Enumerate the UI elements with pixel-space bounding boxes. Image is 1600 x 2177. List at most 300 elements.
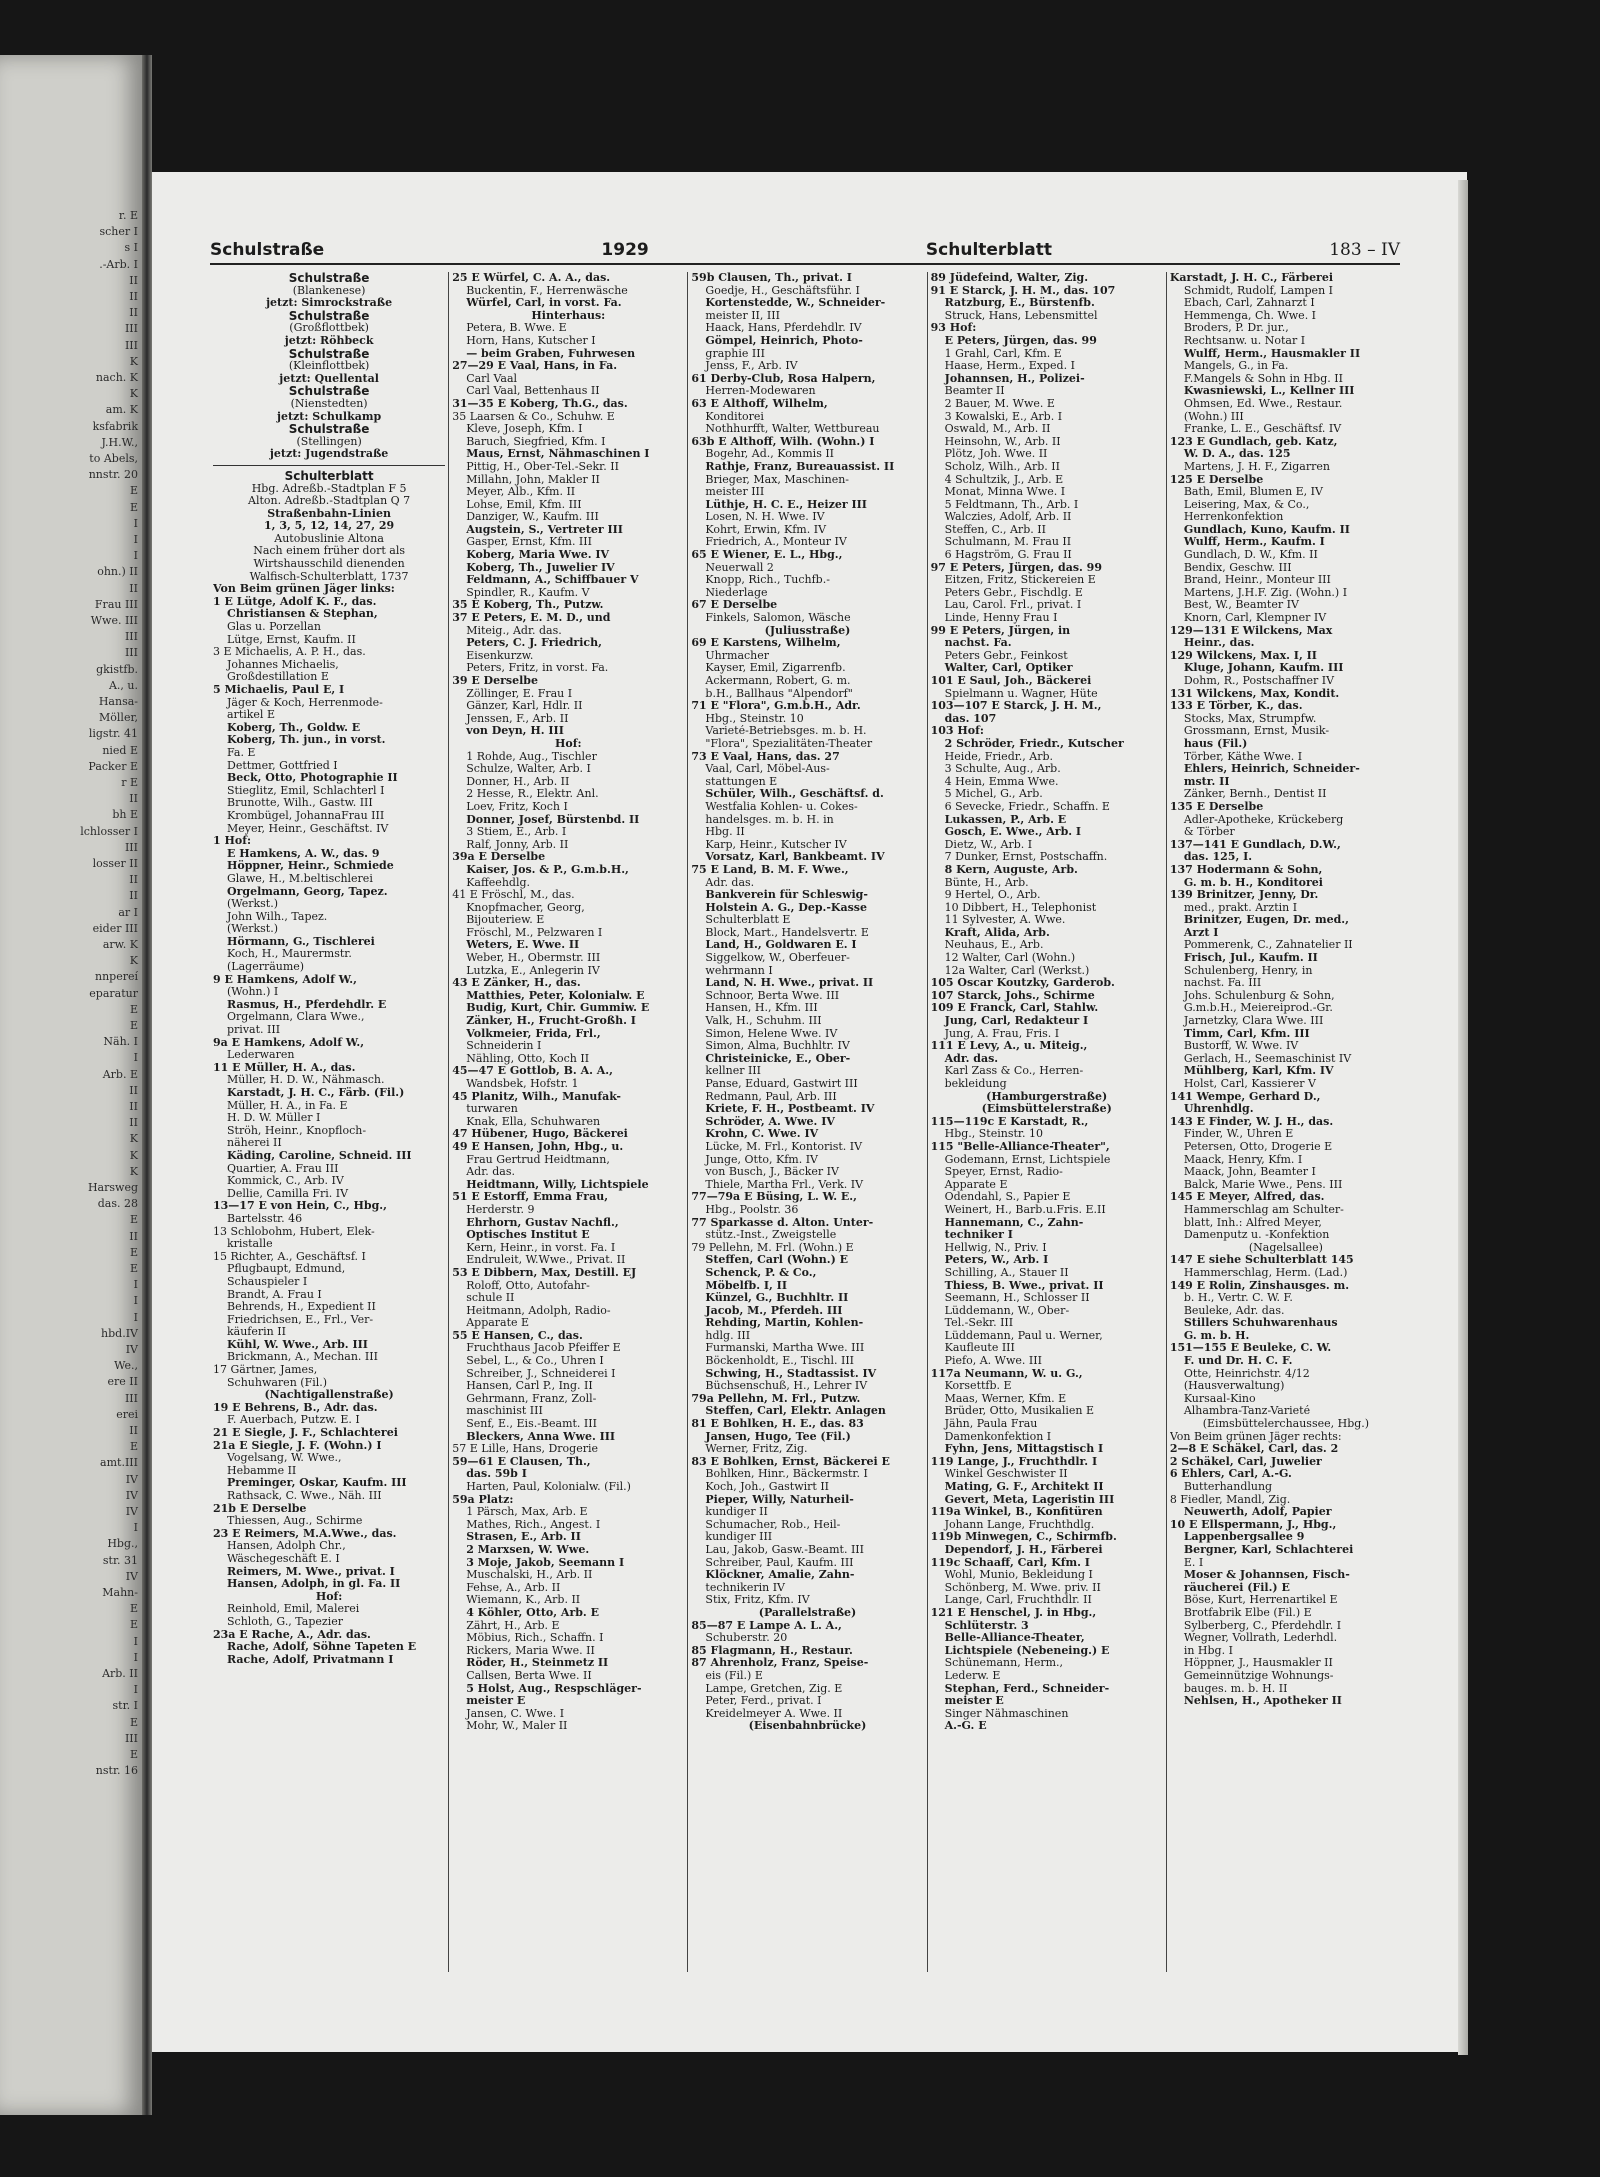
left-page-fragment: K — [129, 954, 138, 968]
directory-entry: 9a E Hamkens, Adolf W., — [213, 1036, 365, 1049]
directory-entry: 137 Hodermann & Sohn, — [1169, 863, 1323, 876]
directory-entry: Hansen, Adolph, in gl. Fa. II — [227, 1578, 401, 1591]
directory-entry: Thiele, Martha Frl., Verk. IV — [705, 1178, 864, 1191]
directory-entry: 77—79a E Büsing, L. W. E., — [691, 1191, 857, 1204]
directory-entry: Schnoor, Berta Wwe. III — [705, 989, 840, 1002]
left-page-fragment: losser II — [92, 857, 138, 870]
directory-entry: 3 E Michaelis, A. P. H., das. — [213, 646, 366, 659]
directory-entry: Quartier, A. Frau III — [227, 1162, 339, 1175]
directory-entry: artikel E — [227, 709, 275, 722]
directory-entry: Lichtspiele (Nebeneing.) E — [944, 1644, 1110, 1657]
directory-entry: 141 Wempe, Gerhard D., — [1169, 1090, 1321, 1103]
directory-entry: 4 Köhler, Otto, Arb. E — [466, 1606, 599, 1619]
directory-entry: Lau, Jakob, Gasw.-Beamt. III — [705, 1543, 864, 1556]
directory-entry: 101 E Saul, Joh., Bäckerei — [930, 675, 1092, 687]
directory-entry: Goedje, H., Geschäftsführ. I — [705, 284, 860, 297]
directory-entry: 75 E Land, B. M. F. Wwe., — [691, 863, 849, 876]
directory-entry: Feldmann, A., Schiffbauer V — [466, 574, 639, 587]
directory-entry: Vaal, Carl, Möbel-Aus- — [705, 763, 830, 776]
directory-entry: Schulze, Walter, Arb. I — [466, 763, 591, 776]
directory-entry: 55 E Hansen, C., das. — [452, 1329, 583, 1342]
directory-entry: Maus, Ernst, Nähmaschinen I — [466, 448, 650, 461]
directory-entry: 1 E Lütge, Adolf K. F., das. — [213, 595, 377, 608]
directory-entry: käuferin II — [227, 1326, 286, 1339]
directory-entry: 4 Hein, Emma Wwe. — [944, 775, 1059, 788]
directory-entry: Plötz, Joh. Wwe. II — [944, 448, 1048, 461]
left-page-fragment: erei — [116, 1407, 138, 1421]
directory-entry: kundiger II — [705, 1506, 768, 1519]
directory-entry: Kaffeehdlg. — [466, 876, 530, 889]
directory-page — [152, 172, 1467, 2052]
directory-entry: Schumacher, Rob., Heil- — [705, 1518, 841, 1531]
directory-entry: Furmanski, Martha Wwe. III — [705, 1342, 865, 1355]
left-page-fragment: nied E — [102, 743, 138, 757]
directory-entry: Heinsohn, W., Arb. II — [944, 435, 1061, 448]
directory-entry: 13 Schlobohm, Hubert, Elek- — [213, 1225, 375, 1238]
directory-entry: Knak, Ella, Schuhwaren — [466, 1115, 601, 1128]
directory-entry: Arzt I — [1183, 926, 1219, 939]
directory-entry: haus (Fil.) — [1183, 737, 1248, 750]
left-page-fragment: II — [129, 1100, 138, 1113]
left-page-fragment: III — [124, 1391, 138, 1405]
directory-entry: Kursaal-Kino — [1183, 1392, 1256, 1405]
directory-entry: 59b Clausen, Th., privat. I — [691, 272, 852, 284]
directory-entry: 93 Hof: — [930, 322, 977, 335]
directory-entry: Kühl, W. Wwe., Arb. III — [227, 1338, 368, 1351]
directory-entry: graphie III — [705, 347, 765, 360]
directory-entry: 59—61 E Clausen, Th., — [452, 1455, 591, 1468]
directory-entry: Alton. Adreßb.-Stadtplan Q 7 — [248, 495, 411, 508]
left-page-fragment: K — [129, 354, 138, 368]
directory-entry: Jung, Carl, Redakteur I — [944, 1015, 1089, 1028]
left-page-fragment: IV — [125, 1472, 138, 1486]
left-page-fragment: II — [129, 290, 138, 303]
left-page-fragment: s I — [124, 241, 138, 255]
directory-entry: Gerlach, H., Seemaschinist IV — [1183, 1052, 1352, 1065]
directory-entry: 79a Pellehn, M. Frl., Putzw. — [691, 1392, 861, 1405]
page-header — [210, 232, 1400, 265]
directory-entry: Heinr., das. — [1183, 637, 1255, 650]
directory-entry: Sylberberg, C., Pferdehdlr. I — [1183, 1619, 1342, 1632]
directory-entry: in Hbg. I — [1183, 1644, 1233, 1657]
directory-entry: handelsges. m. b. H. in — [705, 813, 834, 826]
directory-entry: 43 E Zänker, H., das. — [452, 977, 581, 990]
directory-entry: 2 Bauer, M. Wwe. E — [944, 397, 1055, 410]
directory-entry: Hansen, H., Kfm. III — [705, 1002, 818, 1015]
book-gutter — [142, 55, 152, 2115]
directory-entry: Schilling, A., Stauer II — [944, 1266, 1069, 1279]
directory-entry: Frau Gertrud Heidtmann, — [466, 1153, 610, 1166]
directory-entry: Knopfmacher, Georg, — [466, 901, 585, 914]
directory-entry: Losen, N. H. Wwe. IV — [705, 511, 825, 524]
directory-entry: 25 E Würfel, C. A. A., das. — [452, 272, 611, 284]
directory-entry: Dependorf, J. H., Färberei — [944, 1543, 1103, 1556]
directory-entry: Schulstraße — [288, 272, 370, 285]
directory-entry: schule II — [466, 1292, 515, 1305]
directory-entry: Böckenholdt, E., Tischl. III — [705, 1355, 855, 1368]
directory-entry: Schüler, Wilh., Geschäftsf. d. — [705, 788, 884, 801]
directory-entry: hdlg. III — [705, 1329, 751, 1342]
left-page-fragment: E — [129, 1002, 138, 1016]
directory-entry: Hbg. II — [705, 826, 745, 839]
directory-entry: Kaiser, Jos. & P., G.m.b.H., — [466, 863, 629, 876]
directory-entry: Künzel, G., Buchhltr. II — [705, 1292, 849, 1305]
directory-entry: 129—131 E Wilckens, Max — [1169, 624, 1333, 637]
directory-entry: Lampe, Gretchen, Zig. E — [705, 1682, 843, 1695]
left-page-fragment: K — [129, 387, 138, 401]
directory-entry: Koch, Joh., Gastwirt II — [705, 1481, 830, 1493]
directory-entry: Endruleit, W.Wwe., Privat. II — [466, 1254, 626, 1267]
directory-entry: 87 Ahrenholz, Franz, Speise- — [691, 1657, 869, 1670]
directory-entry: 131 Wilckens, Max, Kondit. — [1169, 687, 1340, 700]
directory-entry: wehrmann I — [705, 964, 773, 977]
directory-entry: Hof: — [555, 737, 582, 750]
directory-entry: Butterhandlung — [1183, 1481, 1273, 1493]
directory-entry: Müller, H. D. W., Nähmasch. — [227, 1074, 385, 1087]
directory-entry: (Großflottbek) — [289, 322, 369, 335]
directory-entry: (Parallelstraße) — [758, 1606, 857, 1619]
left-page-fragment: Möller, — [99, 711, 138, 725]
directory-entry: 111 E Levy, A., u. Miteig., — [930, 1040, 1088, 1053]
directory-entry: Weber, H., Obermstr. III — [466, 952, 601, 965]
left-page-fragment: IV — [125, 1569, 138, 1583]
directory-entry: von Busch, J., Bäcker IV — [705, 1166, 839, 1179]
directory-entry: Beck, Otto, Photographie II — [227, 772, 398, 785]
left-page-fragment: str. I — [112, 1699, 138, 1713]
directory-entry: Petersen, Otto, Drogerie E — [1183, 1140, 1333, 1153]
directory-entry: 63b E Althoff, Wilh. (Wohn.) I — [691, 435, 875, 448]
directory-entry: Peters, W., Arb. I — [944, 1254, 1049, 1267]
directory-entry: (Werkst.) — [227, 898, 278, 911]
directory-entry: 1 Rohde, Aug., Tischler — [466, 750, 597, 763]
directory-entry: E Hamkens, A. W., das. 9 — [227, 847, 380, 860]
directory-entry: F. Auerbach, Putzw. E. I — [227, 1414, 360, 1427]
left-page-fragment: I — [133, 1294, 138, 1308]
directory-entry: 73 E Vaal, Hans, das. 27 — [691, 750, 840, 763]
directory-entry: Peters, Fritz, in vorst. Fa. — [466, 662, 609, 675]
directory-entry: Winkel Geschwister II — [944, 1468, 1068, 1481]
directory-entry: das. 125, I. — [1183, 851, 1253, 864]
left-page-fragment: Wwe. III — [90, 614, 138, 627]
directory-entry: Adler-Apotheke, Krückeberg — [1183, 813, 1344, 826]
directory-entry: Spindler, R., Kaufm. V — [466, 586, 590, 599]
directory-entry: Lüddemann, Paul u. Werner, — [944, 1329, 1103, 1342]
directory-entry: Donner, H., Arb. II — [466, 775, 570, 788]
directory-entry: Käding, Caroline, Schneid. III — [227, 1149, 412, 1162]
left-page-fragment: II — [129, 581, 138, 595]
directory-entry: Schönberg, M. Wwe. priv. II — [944, 1581, 1101, 1594]
directory-entry: Land, H., Goldwaren E. I — [705, 939, 857, 952]
left-page-fragment: Mahn- — [102, 1586, 138, 1599]
directory-entry: Pittig, H., Ober-Tel.-Sekr. II — [466, 460, 619, 473]
directory-entry: Lütge, Ernst, Kaufm. II — [227, 633, 356, 646]
directory-entry: Pommerenk, C., Zahnatelier II — [1183, 939, 1353, 952]
directory-entry: 115—119c E Karstadt, R., — [930, 1115, 1089, 1128]
directory-entry: Büchsenschuß, H., Lehrer IV — [705, 1380, 868, 1393]
directory-entry: (Blankenese) — [292, 284, 366, 297]
directory-entry: 21a E Siegle, J. F. (Wohn.) I — [213, 1439, 382, 1452]
directory-entry: Mohr, W., Maler II — [466, 1720, 568, 1733]
directory-entry: med., prakt. Ärztin I — [1183, 901, 1298, 914]
directory-entry: Jarnetzky, Clara Wwe. III — [1183, 1015, 1324, 1028]
directory-entry: Maack, John, Beamter I — [1183, 1166, 1316, 1179]
directory-entry: 85—87 E Lampe A. L. A., — [691, 1619, 842, 1632]
directory-entry: Schloth, G., Tapezier — [227, 1615, 343, 1628]
left-page-fragment: II — [129, 873, 138, 887]
directory-entry: 11 Sylvester, A. Wwe. — [944, 914, 1066, 927]
left-page-fragment: II — [129, 1229, 138, 1243]
directory-entry: Steffen, Carl (Wohn.) E — [705, 1254, 849, 1267]
directory-entry: Kleve, Joseph, Kfm. I — [466, 423, 583, 436]
directory-entry: Dettmer, Gottfried I — [227, 759, 338, 772]
directory-entry: Höppner, Heinr., Schmiede — [227, 860, 394, 873]
directory-entry: Stephan, Ferd., Schneider- — [944, 1682, 1110, 1695]
directory-entry: Törber, Käthe Wwe. I — [1183, 750, 1303, 763]
directory-entry: 53 E Dibbern, Max, Destill. EJ — [452, 1266, 637, 1279]
directory-entry: Oswald, M., Arb. II — [944, 423, 1051, 436]
left-page-fragment: We., — [114, 1359, 138, 1373]
directory-entry: Dohm, R., Postschaffner IV — [1183, 675, 1335, 687]
directory-entry: Lohse, Emil, Kfm. III — [466, 498, 582, 511]
directory-entry: Rechtsanw. u. Notar I — [1183, 334, 1306, 347]
directory-entry: blatt, Inh.: Alfred Meyer, — [1183, 1216, 1322, 1229]
directory-entry: Nach einem früher dort als — [253, 545, 405, 558]
directory-entry: 4 Schultzik, J., Arb. E — [944, 473, 1064, 486]
directory-entry: Krombügel, JohannaFrau III — [227, 809, 385, 822]
directory-entry: Möbius, Rich., Schaffn. I — [466, 1632, 604, 1645]
directory-entry: Beuleke, Adr. das. — [1183, 1304, 1285, 1317]
header-page-number: 183 – IV — [1329, 240, 1400, 260]
directory-entry: Walter, Carl, Optiker — [944, 662, 1073, 675]
directory-entry: von Deyn, H. III — [466, 725, 564, 738]
directory-entry: Rasmus, H., Pferdehdlr. E — [227, 998, 387, 1011]
directory-entry: John Wilh., Tapez. — [227, 910, 328, 923]
directory-entry: Simon, Alma, Buchhltr. IV — [705, 1040, 850, 1053]
directory-entry: Kreidelmeyer A. Wwe. II — [705, 1707, 843, 1720]
directory-entry: (Werkst.) — [227, 923, 278, 936]
directory-entry: Lüthje, H. C. E., Heizer III — [705, 498, 867, 511]
left-page-fragment: III — [124, 840, 138, 854]
directory-entry: Jansen, C. Wwe. I — [466, 1707, 565, 1720]
left-page-fragment: ksfabrik — [92, 419, 138, 433]
directory-entry: Kraft, Alida, Arb. — [944, 926, 1050, 939]
directory-entry: Lukassen, P., Arb. E — [944, 813, 1067, 826]
directory-entry: Schreiber, Paul, Kaufm. III — [705, 1556, 854, 1569]
left-page-fragment: to Abels, — [89, 452, 138, 465]
directory-entry: Adr. das. — [705, 876, 755, 889]
directory-entry: Gömpel, Heinrich, Photo- — [705, 334, 863, 347]
left-page-fragment: nach. K — [95, 371, 138, 384]
directory-entry: 35 Laarsen & Co., Schuhw. E — [452, 410, 615, 423]
directory-entry: 103—107 E Starck, J. H. M., — [930, 700, 1102, 713]
directory-entry: (Wohn.) I — [227, 986, 279, 999]
directory-entry: Wulff, Herm., Kaufm. I — [1183, 536, 1325, 549]
left-page-fragment: ligstr. 41 — [88, 727, 138, 741]
directory-entry: (Stellingen) — [296, 435, 362, 448]
directory-entry: jetzt: Jugendstraße — [269, 448, 389, 461]
directory-entry: (Eisenbahnbrücke) — [748, 1720, 867, 1733]
directory-entry: Krohn, C. Wwe. IV — [705, 1128, 819, 1141]
left-page-fragment: I — [133, 1521, 138, 1535]
left-page-fragment: ere II — [107, 1375, 138, 1389]
directory-entry: privat. III — [227, 1024, 281, 1037]
directory-entry: 119c Schaaff, Carl, Kfm. I — [930, 1556, 1090, 1569]
directory-entry: Ratzburg, E., Bürstenfb. — [944, 297, 1095, 310]
directory-entry: Johannes Michaelis, — [227, 658, 339, 671]
directory-entry: Hansen, Adolph Chr., — [227, 1540, 346, 1553]
directory-entry: Optisches Institut E — [466, 1229, 590, 1242]
directory-entry: Walfisch-Schulterblatt, 1737 — [249, 570, 409, 583]
directory-entry: 19 E Behrens, B., Adr. das. — [213, 1401, 378, 1414]
left-page-fragment: II — [129, 273, 138, 287]
directory-entry: Heide, Friedr., Arb. — [944, 750, 1054, 763]
directory-entry: Piefo, A. Wwe. III — [944, 1355, 1042, 1368]
directory-entry: Schreiber, J., Schneiderei I — [466, 1367, 616, 1380]
left-page-fragment: III — [124, 630, 138, 644]
left-page-fragment: E — [129, 1715, 138, 1729]
directory-entry: Wulff, Herm., Hausmakler II — [1183, 347, 1361, 360]
directory-entry: Fehse, A., Arb. II — [466, 1581, 561, 1594]
directory-column — [927, 272, 1166, 1972]
directory-entry: Wohl, Munio, Bekleidung I — [944, 1569, 1093, 1582]
directory-entry: 89 Jüdefeind, Walter, Zig. — [930, 272, 1089, 284]
directory-entry: Klöckner, Amalie, Zahn- — [705, 1569, 855, 1582]
directory-entry: Danziger, W., Kaufm. III — [466, 511, 599, 524]
directory-entry: Block, Mart., Handelsvertr. E — [705, 926, 869, 939]
directory-entry: 45—47 E Gottlob, B. A. A., — [452, 1065, 613, 1078]
directory-entry: 139 Brinitzer, Jenny, Dr. — [1169, 889, 1319, 902]
directory-entry: Steffen, C., Arb. II — [944, 523, 1046, 536]
directory-entry: Buckentin, F., Herrenwäsche — [466, 284, 628, 297]
left-page-fragment: nnpereí — [94, 970, 138, 984]
page-edge — [1458, 180, 1468, 2055]
left-page-fragment: K — [129, 1164, 138, 1178]
directory-entry: Apparate E — [944, 1178, 1008, 1191]
directory-entry: 10 E Ellspermann, J., Hbg., — [1169, 1518, 1337, 1531]
directory-entry: Belle-Alliance-Theater, — [944, 1632, 1085, 1645]
directory-entry: Monat, Minna Wwe. I — [944, 486, 1066, 499]
left-page-fragment: E — [129, 1262, 138, 1275]
directory-entry: jetzt: Schulkamp — [277, 410, 382, 423]
left-page-fragment: E — [129, 1019, 138, 1032]
directory-entry: Brinitzer, Eugen, Dr. med., — [1183, 914, 1349, 927]
left-page-fragment: bh E — [112, 808, 138, 822]
directory-entry: Röder, H., Steinmetz II — [466, 1657, 609, 1670]
directory-entry: Fruchthaus Jacob Pfeiffer E — [466, 1342, 621, 1355]
directory-entry: Senf, E., Eis.-Beamt. III — [466, 1418, 597, 1431]
directory-entry: Reimers, M. Wwe., privat. I — [227, 1565, 395, 1578]
directory-entry: 119a Winkel, B., Konfitüren — [930, 1506, 1103, 1519]
directory-entry: 8 Kern, Auguste, Arb. — [944, 863, 1078, 876]
directory-entry: 1 Hof: — [213, 835, 252, 848]
directory-entry: 39 E Derselbe — [452, 675, 538, 687]
directory-entry: 1, 3, 5, 12, 14, 27, 29 — [264, 520, 395, 533]
directory-entry: 37 E Peters, E. M. D., und — [452, 612, 611, 625]
directory-entry: Johann Lange, Fruchthdlg. — [944, 1518, 1095, 1531]
directory-entry: (Wohn.) III — [1183, 410, 1244, 423]
directory-entry: das. 59b I — [466, 1468, 527, 1481]
directory-entry: 123 E Gundlach, geb. Katz, — [1169, 435, 1338, 448]
left-page-fragment: II — [129, 889, 138, 903]
directory-entry: Kommick, C., Arb. IV — [227, 1175, 344, 1188]
directory-entry: kundiger III — [705, 1531, 773, 1544]
directory-entry: "Flora", Spezialitäten-Theater — [705, 737, 873, 750]
directory-entry: bauges. m. b. H. II — [1183, 1682, 1288, 1695]
directory-entry: 77 Sparkasse d. Alton. Unter- — [691, 1216, 874, 1229]
directory-entry: Siggelkow, W., Oberfeuer- — [705, 952, 850, 965]
directory-entry: Kwasniewski, L., Kellner III — [1183, 385, 1355, 398]
directory-column — [448, 272, 687, 1972]
directory-entry: 6 Hagström, G. Frau II — [944, 549, 1072, 562]
directory-entry: W. D. A., das. 125 — [1183, 448, 1291, 461]
directory-entry: Ackermann, Robert, G. m. — [705, 675, 851, 687]
directory-entry: 45 Planitz, Wilh., Manufak- — [452, 1090, 621, 1103]
directory-entry: Müller, H. A., in Fa. E — [227, 1099, 348, 1112]
directory-entry: 10 Dibbert, H., Telephonist — [944, 901, 1097, 914]
directory-entry: F. und Dr. H. C. F. — [1183, 1355, 1293, 1368]
directory-entry: Volkmeier, Frida, Frl., — [466, 1027, 601, 1040]
directory-entry: Otte, Heinrichstr. 4/12 — [1183, 1367, 1310, 1380]
left-page-fragment: II — [129, 792, 138, 806]
directory-entry: Schulenberg, Henry, in — [1183, 964, 1313, 977]
directory-entry: Grossmann, Ernst, Musik- — [1183, 725, 1330, 738]
directory-entry: 133 E Törber, K., das. — [1169, 700, 1303, 713]
left-page-fragment: Packer E — [88, 759, 138, 773]
directory-entry: Jähn, Paula Frau — [944, 1418, 1038, 1431]
directory-entry: Nehlsen, H., Apotheker II — [1183, 1695, 1342, 1708]
left-page-fragment: arw. K — [102, 938, 138, 951]
directory-entry: Wiemann, K., Arb. II — [466, 1594, 581, 1607]
directory-entry: Glas u. Porzellan — [227, 621, 321, 634]
directory-entry: Wirtshausschild dienenden — [253, 558, 405, 571]
directory-entry: Gevert, Meta, Lageristin III — [944, 1493, 1115, 1506]
directory-entry: maschinist III — [466, 1405, 543, 1418]
directory-entry: Johannsen, H., Polizei- — [944, 372, 1085, 385]
directory-entry: H. D. W. Müller I — [227, 1112, 321, 1125]
directory-entry: b. H., Vertr. C. W. F. — [1183, 1292, 1293, 1305]
left-page-fragment: II — [129, 1424, 138, 1437]
directory-entry: Millahn, John, Makler II — [466, 473, 600, 486]
directory-entry: Land, N. H. Wwe., privat. II — [705, 977, 874, 990]
directory-entry: Kluge, Johann, Kaufm. III — [1183, 662, 1344, 675]
directory-entry: meister E — [944, 1695, 1004, 1708]
left-page-fragment: Harsweg — [87, 1181, 138, 1194]
directory-entry: Koberg, Th. jun., in vorst. — [227, 734, 386, 747]
directory-entry: Schwing, H., Stadtassist. IV — [705, 1367, 877, 1380]
directory-entry: Korsettfb. E — [944, 1380, 1012, 1393]
directory-entry: kristalle — [227, 1238, 273, 1251]
directory-entry: Holstein A. G., Dep.-Kasse — [705, 901, 867, 914]
directory-entry: Schlüterstr. 3 — [944, 1619, 1029, 1632]
directory-entry: Jung, A. Frau, Fris. I — [944, 1027, 1060, 1040]
directory-entry: technikerin IV — [705, 1581, 786, 1594]
directory-entry: Behrends, H., Expedient II — [227, 1301, 376, 1314]
directory-entry: Ehrhorn, Gustav Nachfl., — [466, 1216, 619, 1229]
directory-entry: 1 Pärsch, Max, Arb. E — [466, 1506, 588, 1519]
directory-entry: Kriete, F. H., Postbeamt. IV — [705, 1103, 875, 1116]
directory-entry: 79 Pellehn, M. Frl. (Wohn.) E — [691, 1241, 854, 1254]
directory-entry: Adr. das. — [466, 1166, 515, 1179]
directory-entry: Niederlage — [705, 586, 768, 599]
directory-entry: Hbg., Steinstr. 10 — [944, 1128, 1043, 1141]
directory-entry: 2 Schröder, Friedr., Kutscher — [944, 737, 1124, 750]
directory-entry: nachst. Fa. III — [1183, 977, 1262, 990]
directory-entry: Haack, Hans, Pferdehdlr. IV — [705, 322, 862, 335]
directory-entry: Gosch, E. Wwe., Arb. I — [944, 826, 1082, 839]
directory-entry: 12a Walter, Carl (Werkst.) — [944, 964, 1090, 977]
directory-entry: Fyhn, Jens, Mittagstisch I — [944, 1443, 1104, 1456]
directory-entry: 3 Schulte, Aug., Arb. — [944, 763, 1061, 776]
